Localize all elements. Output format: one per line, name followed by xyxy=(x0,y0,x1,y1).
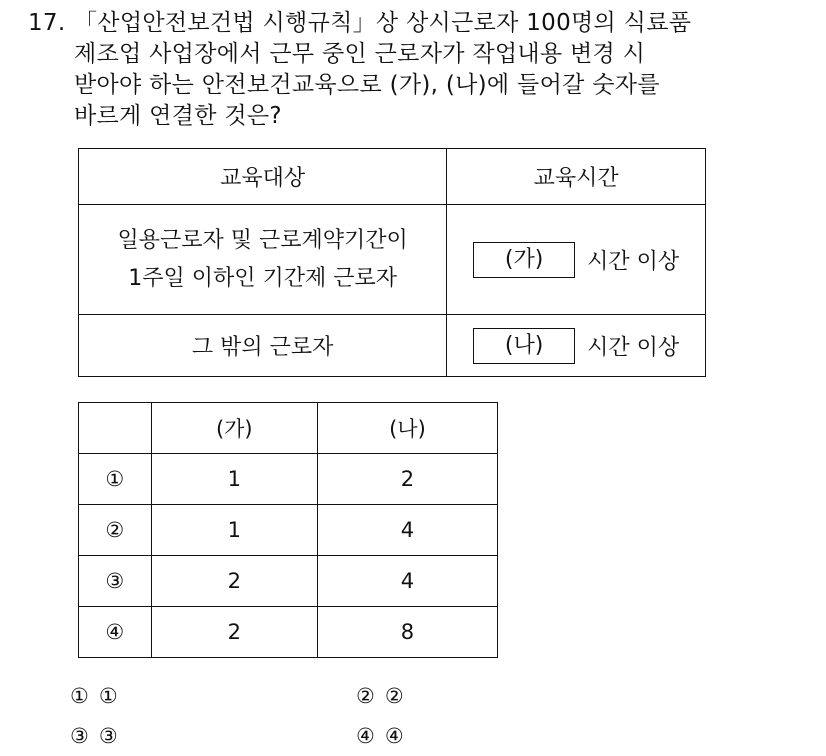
choice-text: ① xyxy=(98,684,118,708)
table-row xyxy=(79,315,706,377)
choice-4[interactable] xyxy=(356,724,414,748)
row2-unit: 시간 이상 xyxy=(587,335,680,360)
choice-3[interactable] xyxy=(70,724,128,748)
row1-target xyxy=(79,205,447,315)
row-value-ga: 2 xyxy=(151,556,317,607)
choice-1[interactable] xyxy=(70,684,128,708)
row1-time xyxy=(447,205,706,315)
row-value-na: 4 xyxy=(317,505,497,556)
table-header-row xyxy=(79,403,498,454)
row-label: ③ xyxy=(79,556,152,607)
question-line: 제조업 사업장에서 근무 중인 근로자가 작업내용 변경 시 xyxy=(74,41,646,67)
table-header-row xyxy=(79,149,706,205)
question-text xyxy=(74,8,794,132)
education-table xyxy=(78,148,706,377)
choice-number: ④ xyxy=(356,724,375,748)
table-row xyxy=(79,205,706,315)
table-row xyxy=(79,505,498,556)
row1-unit: 시간 이상 xyxy=(587,249,680,274)
choice-number: ② xyxy=(356,684,375,708)
row-value-na: 4 xyxy=(317,556,497,607)
answer-table xyxy=(78,402,498,658)
row2-target: 그 밖의 근로자 xyxy=(79,315,447,377)
row-label: ② xyxy=(79,505,152,556)
table-row xyxy=(79,454,498,505)
header-empty xyxy=(79,403,152,454)
choice-text: ② xyxy=(384,684,404,708)
question-line: 바르게 연결한 것은? xyxy=(74,103,282,129)
row-value-ga: 2 xyxy=(151,607,317,658)
question-line: 「산업안전보건법 시행규칙」상 상시근로자 100명의 식료품 xyxy=(74,10,692,36)
question-number: 17. xyxy=(28,10,66,36)
choice-2[interactable] xyxy=(356,684,414,708)
header-ga: (가) xyxy=(151,403,317,454)
row-label: ① xyxy=(79,454,152,505)
row1-target-line2: 1주일 이하인 기간제 근로자 xyxy=(128,265,398,291)
row-value-ga: 1 xyxy=(151,505,317,556)
header-time: 교육시간 xyxy=(447,149,706,205)
choice-text: ③ xyxy=(98,724,118,748)
question-line: 받아야 하는 안전보건교육으로 (가), (나)에 들어갈 숫자를 xyxy=(74,72,660,98)
row2-time xyxy=(447,315,706,377)
row-value-na: 2 xyxy=(317,454,497,505)
blank-ga-box: (가) xyxy=(473,242,575,278)
header-target: 교육대상 xyxy=(79,149,447,205)
row-value-na: 8 xyxy=(317,607,497,658)
table-row xyxy=(79,556,498,607)
header-na: (나) xyxy=(317,403,497,454)
choice-number: ③ xyxy=(70,724,89,748)
table-row xyxy=(79,607,498,658)
blank-na-box: (나) xyxy=(473,328,575,364)
row-value-ga: 1 xyxy=(151,454,317,505)
choice-number: ① xyxy=(70,684,89,708)
row-label: ④ xyxy=(79,607,152,658)
row1-target-line1: 일용근로자 및 근로계약기간이 xyxy=(117,227,408,253)
choice-text: ④ xyxy=(384,724,404,748)
